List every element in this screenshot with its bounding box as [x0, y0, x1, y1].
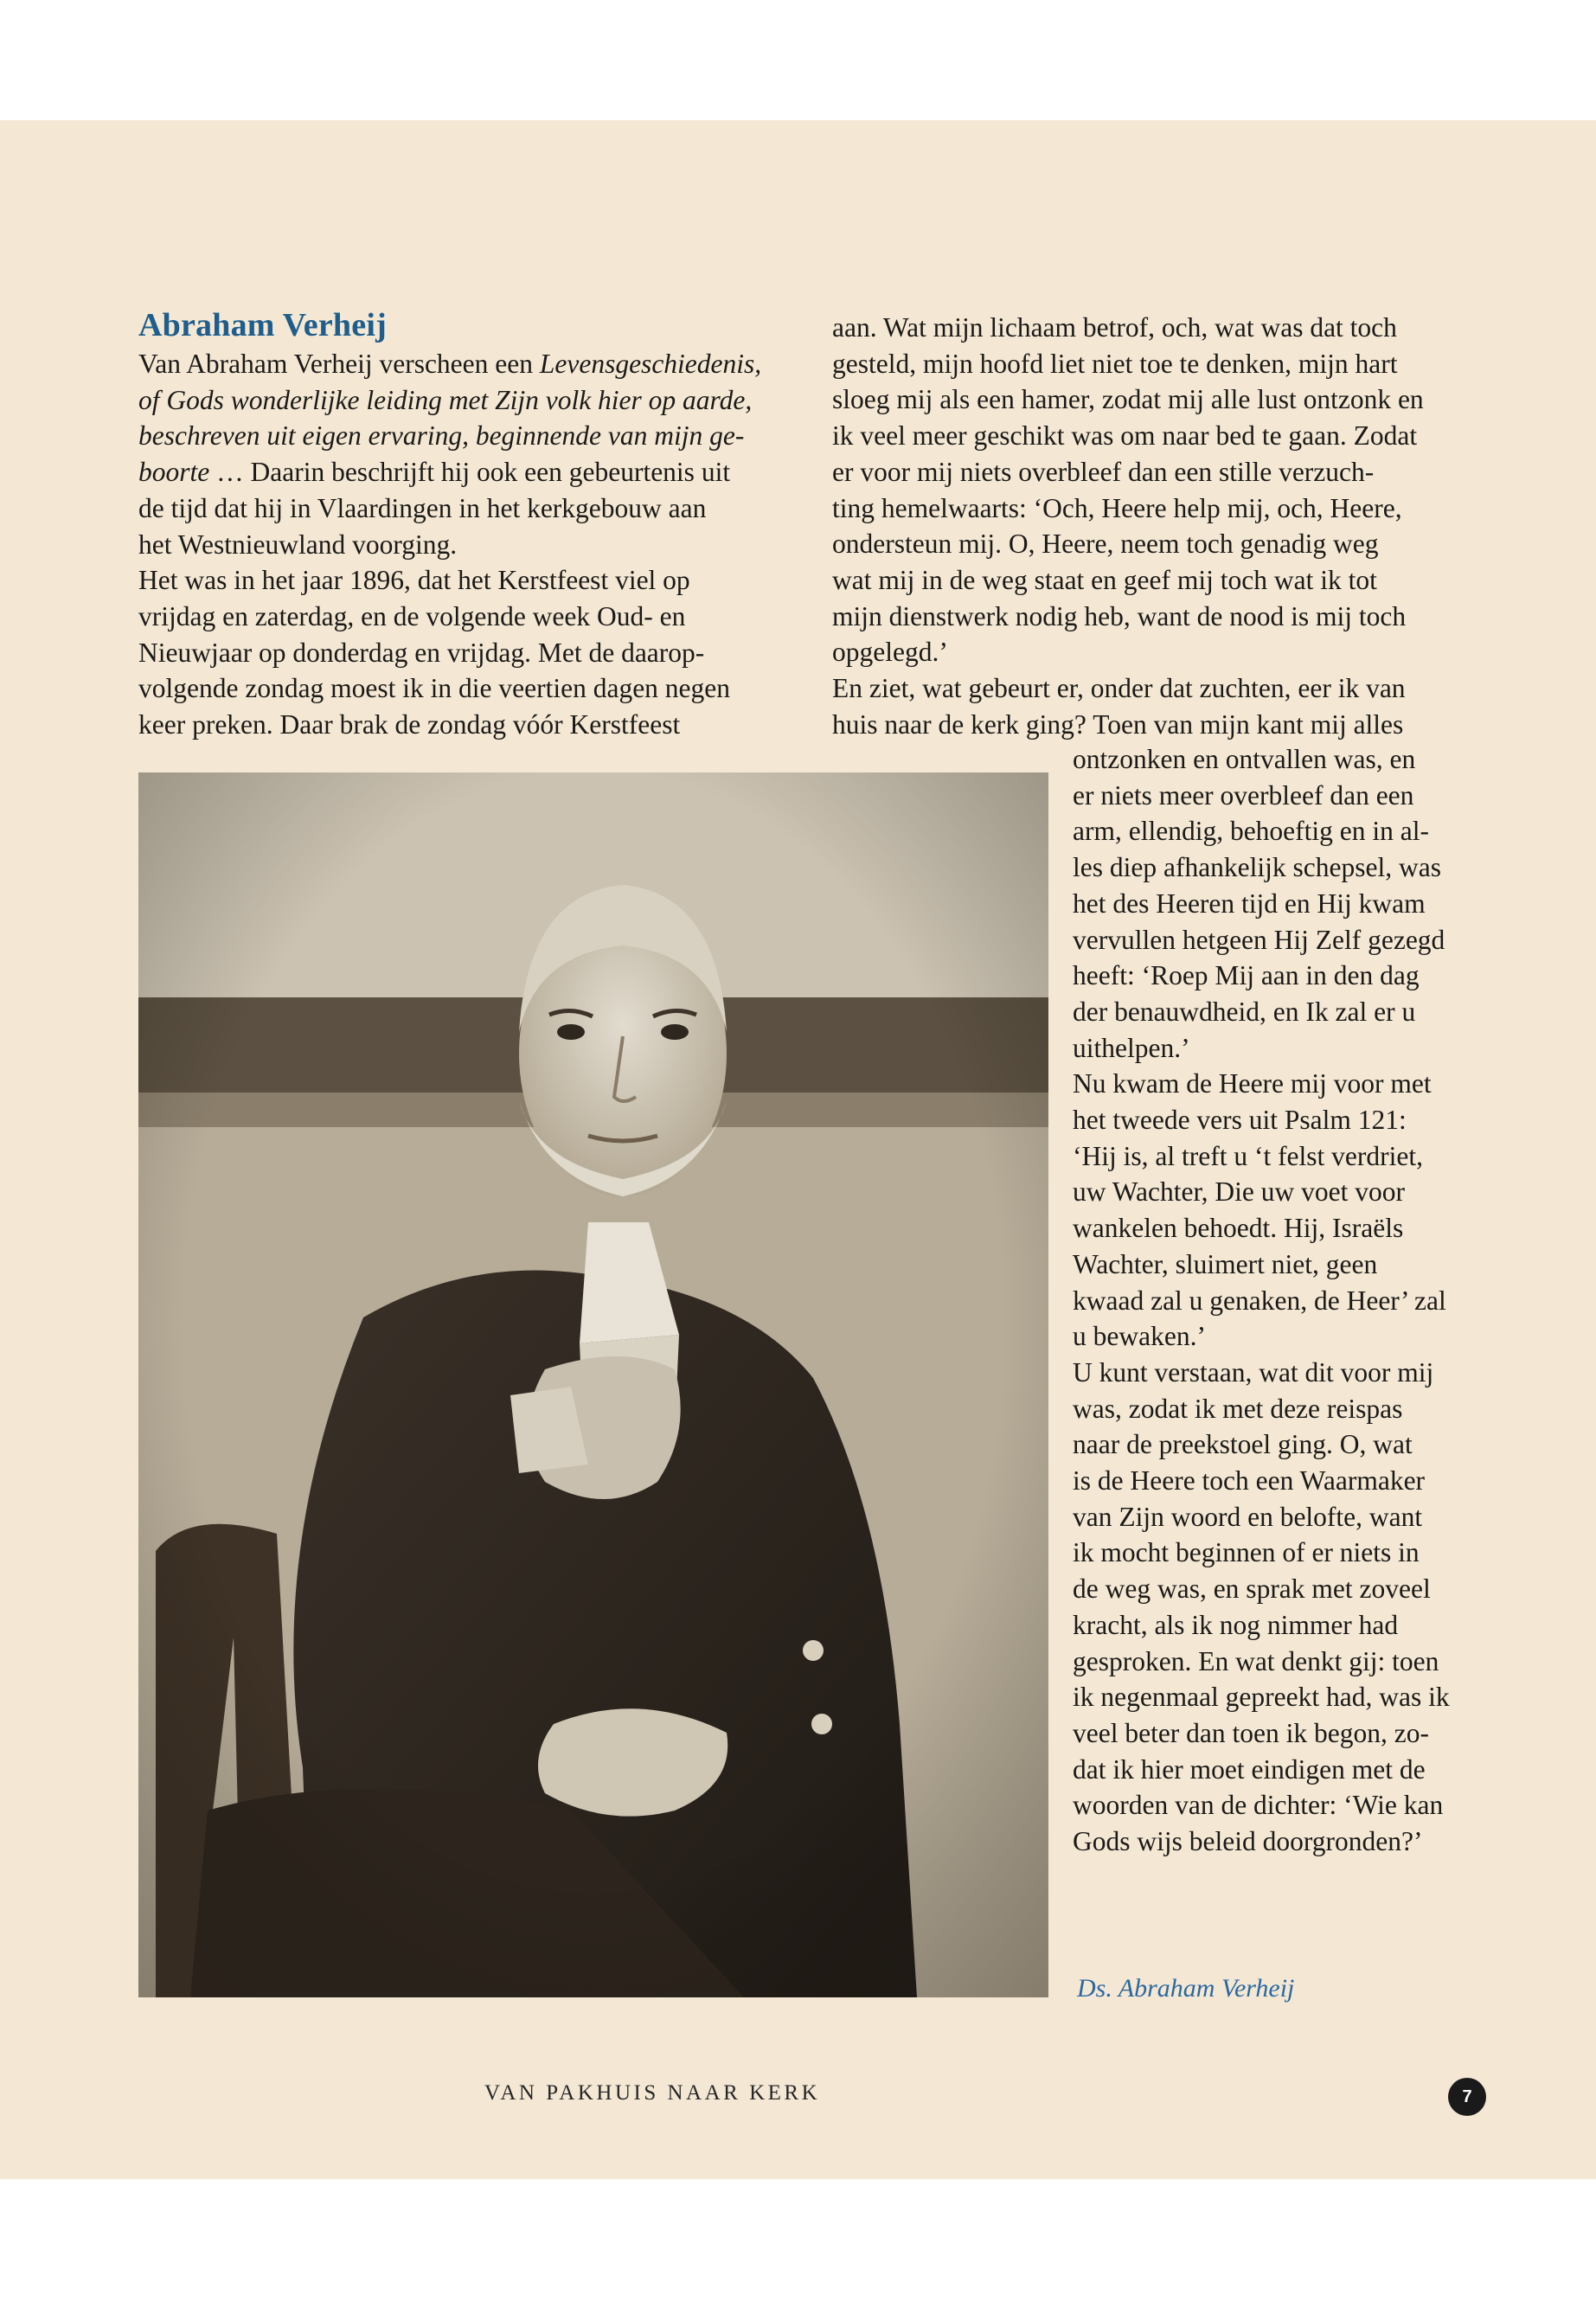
text-line: aan. Wat mijn lichaam betrof, och, wat was dat toch [832, 312, 1397, 343]
intro-line [138, 490, 796, 527]
text-line: les diep afhankelijk schepsel, was [1073, 852, 1441, 883]
text-line: wankelen behoedt. Hij, Israëls [1073, 1213, 1404, 1244]
text-line: ting hemelwaarts: ‘Och, Heere help mij, och, Heere, [832, 492, 1402, 523]
text-line: U kunt verstaan, wat dit voor mij [1073, 1356, 1434, 1388]
text-line: naar de preekstoel ging. O, wat [1073, 1429, 1413, 1460]
intro-line [138, 527, 796, 563]
intro-line [138, 562, 796, 599]
intro-line [138, 707, 796, 743]
text-line: ontzonken en ontvallen was, en [1073, 744, 1416, 774]
text-line: het des Heeren tijd en Hij kwam [1073, 888, 1426, 919]
text-line: huis naar de kerk ging? Toen van mijn kant mij alles [832, 708, 1404, 740]
intro-italic-text: boorte [138, 457, 210, 488]
portrait-photo [138, 772, 1048, 1997]
intro-text: Het was in het jaar 1896, dat het Kerstfeest viel op [138, 565, 690, 596]
text-line: sloeg mij als een hamer, zodat mij alle lust ontzonk en [832, 384, 1424, 415]
text-line: dat ik hier moet eindigen met de [1073, 1753, 1426, 1785]
text-line: ondersteun mij. O, Heere, neem toch genadig weg [832, 529, 1379, 560]
intro-line [138, 382, 796, 419]
column-two-continued-text [1073, 741, 1492, 1860]
text-line: is de Heere toch een Waarmaker [1073, 1465, 1426, 1497]
intro-line [138, 599, 796, 635]
intro-text: Nieuwjaar op donderdag en vrijdag. Met de daarop- [138, 637, 705, 668]
text-line: kwaad zal u genaken, de Heer’ zal [1073, 1285, 1446, 1316]
text-line: vervullen hetgeen Hij Zelf gezegd [1073, 924, 1445, 955]
text-line: arm, ellendig, behoeftig en in al- [1073, 816, 1429, 847]
intro-text: het Westnieuwland voorging. [138, 529, 458, 560]
text-line: heeft: ‘Roep Mij aan in den dag [1073, 960, 1420, 991]
intro-text: vrijdag en zaterdag, en de volgende week Oud- en [138, 600, 686, 631]
intro-paragraph [138, 346, 796, 743]
text-line: wat mij in de weg staat en geef mij toch wat ik tot [832, 564, 1377, 595]
text-line: kracht, als ik nog nimmer had [1073, 1609, 1399, 1640]
text-line: er niets meer overbleef dan een [1073, 779, 1414, 811]
text-line: ik negenmaal gepreekt had, was ik [1073, 1682, 1450, 1713]
text-line: ‘Hij is, al treft u ‘t felst verdriet, [1073, 1140, 1423, 1171]
text-line: woorden van de dichter: ‘Wie kan [1073, 1790, 1444, 1821]
text-line: de weg was, en sprak met zoveel [1073, 1574, 1431, 1605]
intro-line [138, 635, 796, 671]
text-line: van Zijn woord en belofte, want [1073, 1501, 1423, 1532]
text-line: het tweede vers uit Psalm 121: [1073, 1105, 1407, 1136]
text-line: Gods wijs beleid doorgronden?’ [1073, 1826, 1423, 1857]
article-heading: Abraham Verheij [138, 307, 387, 343]
text-line: ik mocht beginnen of er niets in [1073, 1537, 1420, 1568]
column-two-text [832, 310, 1490, 742]
running-footer-title: VAN PAKHUIS NAAR KERK [484, 2081, 821, 2105]
intro-italic-text: of Gods wonderlijke leiding met Zijn volk hier op aarde, [138, 384, 753, 415]
text-line: Wachter, sluimert niet, geen [1073, 1248, 1378, 1279]
text-line: uw Wachter, Die uw voet voor [1073, 1176, 1406, 1208]
text-line: En ziet, wat gebeurt er, onder dat zuchten, eer ik van [832, 673, 1406, 704]
text-line: gesteld, mijn hoofd liet niet toe te denken, mijn hart [832, 348, 1398, 379]
page-number-badge: 7 [1448, 2078, 1486, 2116]
text-line: der benauwdheid, en Ik zal er u [1073, 996, 1416, 1027]
text-line: veel beter dan toen ik begon, zo- [1073, 1717, 1429, 1748]
intro-text: … Daarin beschrijft hij ook een gebeurtenis uit [209, 457, 731, 488]
text-line: opgelegd.’ [832, 637, 948, 668]
intro-text: keer preken. Daar brak de zondag vóór Kerstfeest [138, 709, 681, 740]
intro-text: de tijd dat hij in Vlaardingen in het kerkgebouw aan [138, 492, 707, 523]
intro-text: volgende zondag moest ik in die veertien dagen negen [138, 673, 731, 704]
text-line: mijn dienstwerk nodig heb, want de nood is mij toch [832, 600, 1407, 631]
text-line: was, zodat ik met deze reispas [1073, 1393, 1403, 1424]
text-line: uithelpen.’ [1073, 1032, 1190, 1063]
text-line: gesproken. En wat denkt gij: toen [1073, 1645, 1439, 1676]
intro-text: Van Abraham Verheij verscheen een [138, 349, 540, 379]
intro-line [138, 346, 796, 382]
text-line: ik veel meer geschikt was om naar bed te gaan. Zodat [832, 420, 1418, 452]
text-line: er voor mij niets overbleef dan een stille verzuch- [832, 456, 1375, 487]
text-line: u bewaken.’ [1073, 1321, 1206, 1352]
intro-line [138, 670, 796, 707]
intro-italic-text: Levensgeschiedenis, [539, 349, 762, 379]
intro-line [138, 454, 796, 490]
photo-caption: Ds. Abraham Verheij [1077, 1974, 1295, 2003]
intro-italic-text: beschreven uit eigen ervaring, beginnende van mijn ge- [138, 420, 745, 452]
intro-line [138, 418, 796, 454]
text-line: Nu kwam de Heere mij voor met [1073, 1068, 1432, 1099]
